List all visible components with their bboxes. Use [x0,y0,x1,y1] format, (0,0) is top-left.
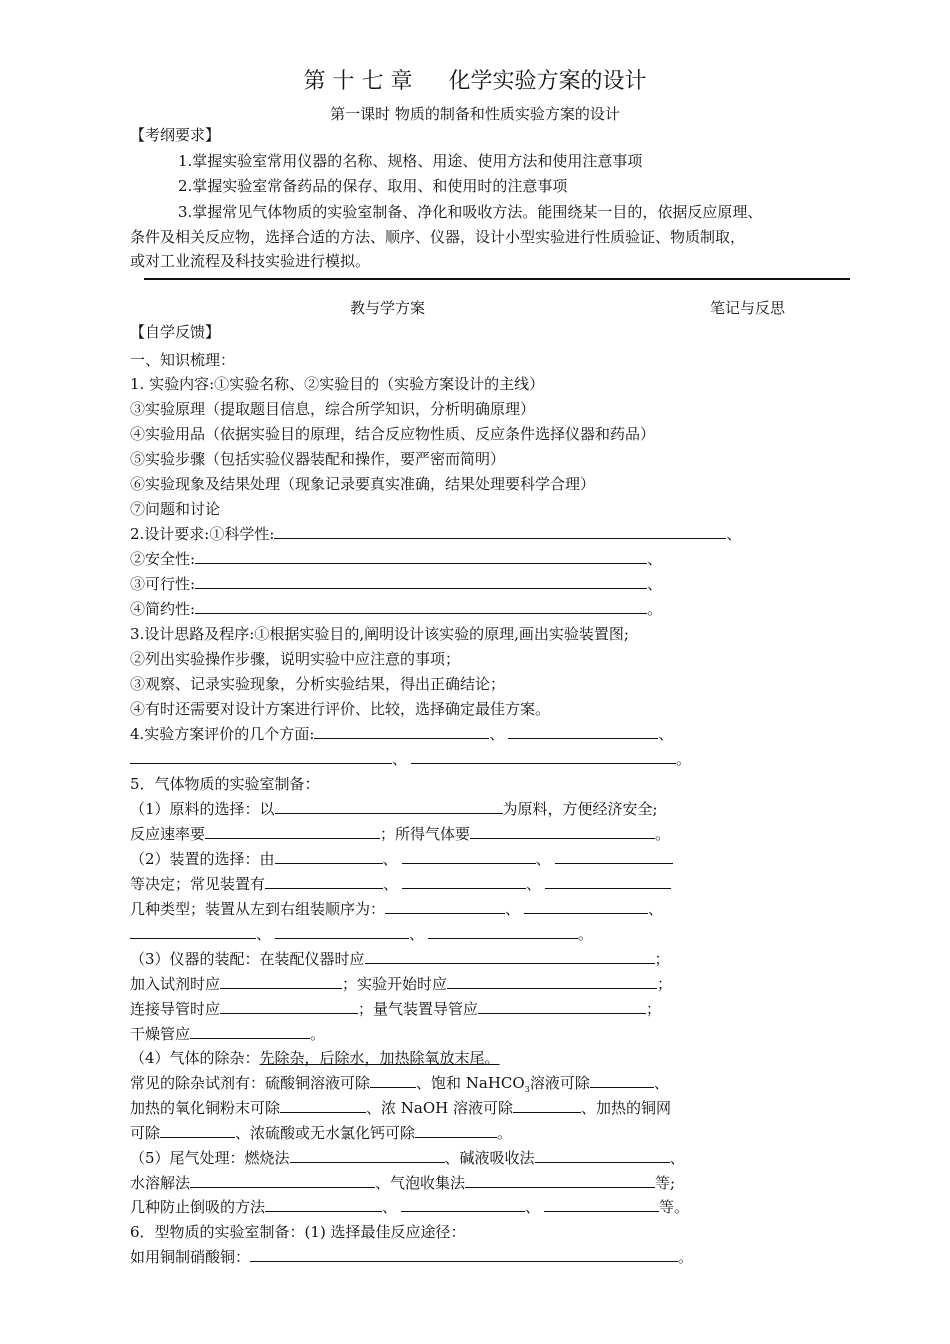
steps-line-2: ②列出实验操作步骤，说明实验中应注意的事项； [130,650,461,668]
design-req-4-label: ④简约性: [130,600,196,618]
anti-backflow: 几种防止倒吸的方法 、 、 等。 [130,1198,690,1216]
content-line-3: ④实验用品（依据实验目的原理，结合反应物性质、反应条件选择仪器和药品） [130,425,656,443]
blank-naoh[interactable] [513,1098,581,1113]
blank-order-1[interactable] [385,899,505,914]
device-choice: （2）装置的选择：由 、 、 [130,849,673,869]
instrument-assembly: （3）仪器的装配：在装配仪器时应 ； [130,950,670,968]
impurity-reagents-1: 常见的除杂试剂有：硫酸铜溶液可除 、饱和 NaHCO$_3$溶液可除 、 [130,1074,669,1094]
blank-drying-tube[interactable] [190,1024,310,1039]
content-line-4: ⑤实验步骤（包括实验仪器装配和操作，要严密而简明） [130,450,506,468]
assembly-order-1: 几种类型；装置从左到右组装顺序为： 、 、 [130,900,664,918]
blank-assembly[interactable] [365,949,655,964]
blank-cuo[interactable] [280,1098,366,1113]
gas-prep-heading: 5．气体物质的实验室制备： [130,775,320,793]
copper-nitrate-example: 如用铜制硝酸铜： 。 [130,1248,694,1266]
content-line-6: ⑦问题和讨论 [130,500,221,518]
column-heading-right: 笔记与反思 [710,299,786,317]
blank-eval-2[interactable] [508,724,658,739]
column-heading-left: 教与学方案 [350,299,426,317]
kaogang-item-3-cont-1: 条件及相关反应物，选择合适的方法、顺序、仪器，设计小型实验进行性质验证、物质制取， [130,228,746,246]
design-req-4: ④简约性: 。 [130,600,663,618]
tube-connection: 连接导管时应 ；量气装置导管应 ； [130,1000,662,1018]
blank-safety[interactable] [195,549,647,564]
divider-rule [144,278,850,280]
zixue-heading: 【自学反馈】 [130,323,221,341]
page-title [0,68,950,96]
design-req-1: 2.设计要求:①科学性: 、 [130,525,742,543]
design-req-2-label: ②安全性: [130,550,196,568]
reagent-start: 加入试剂时应 ；实验开始时应 ； [130,975,673,993]
blank-eval-3[interactable] [130,749,392,764]
blank-order-5[interactable] [428,924,578,939]
blank-feasibility[interactable] [195,574,647,589]
blank-raw-material[interactable] [275,799,503,814]
blank-science[interactable] [274,524,726,539]
steps-line-4: ④有时还需要对设计方案进行评价、比较，选择确定最佳方案。 [130,700,551,718]
blank-gas-quality[interactable] [470,824,655,839]
blank-bubble-collect[interactable] [465,1173,655,1188]
blank-order-2[interactable] [524,899,648,914]
impurity-rule: 先除杂，后除水，加热除氧放末尾。 [259,1049,500,1067]
blank-cuso4[interactable] [370,1073,416,1088]
evaluation-label: 4.实验方案评价的几个方面: [130,725,315,743]
assembly-order-2: 、 、 。 [130,924,593,944]
tail-gas-2: 水溶解法 、气泡收集法 等; [130,1174,676,1192]
device-types: 等决定；常见装置有 、 、 [130,874,671,894]
kaogang-heading: 【考纲要求】 [130,126,221,144]
blank-reaction-rate[interactable] [205,824,380,839]
kaogang-item-2: 2.掌握实验室常备药品的保存、取用、和使用时的注意事项 [178,177,568,195]
design-req-2: ②安全性: 、 [130,550,663,568]
content-line-1: 1. 实验内容:①实验名称、②实验目的（实验方案设计的主线） [130,375,545,393]
chapter-title: 化学实验方案的设计 [448,69,647,94]
material-prep-heading: 6．型物质的实验室制备：(1) 选择最佳反应途径： [130,1223,466,1241]
impurity-reagents-2: 加热的氧化铜粉末可除 、浓 NaOH 溶液可除 、加热的铜网 [130,1099,672,1117]
evaluation-line-1: 4.实验方案评价的几个方面: 、 、 [130,725,674,743]
blank-copper-nitrate[interactable] [250,1247,678,1262]
content-line-2: ③实验原理（提取题目信息，综合所学知识，分析明确原理） [130,400,536,418]
lesson-subtitle: 第一课时 物质的制备和性质实验方案的设计 [330,105,620,123]
gas-raw-material: （1）原料的选择：以 为原料，方便经济安全; [130,800,658,818]
blank-anti-backflow-3[interactable] [544,1197,659,1212]
blank-cu-mesh[interactable] [160,1123,235,1138]
evaluation-line-2: 、 。 [130,749,691,769]
blank-device-type-1[interactable] [265,874,383,889]
blank-eval-4[interactable] [411,749,676,764]
drying-tube: 干燥管应 。 [130,1025,326,1043]
blank-connect-tube[interactable] [220,999,358,1014]
kaogang-item-3: 3.掌握常见气体物质的实验室制备、净化和吸收方法。能围绕某一目的，依据反应原理、 [178,203,763,221]
blank-simplicity[interactable] [195,599,647,614]
gas-rate: 反应速率要 ；所得气体要 。 [130,825,671,843]
blank-eval-1[interactable] [314,724,489,739]
kaogang-item-1: 1.掌握实验室常用仪器的名称、规格、用途、使用方法和使用注意事项 [178,152,643,170]
blank-device-factor-2[interactable] [402,849,536,864]
tail-gas-1: （5）尾气处理：燃烧法 、碱液吸收法 、 [130,1149,685,1167]
blank-experiment-start[interactable] [447,974,657,989]
blank-combustion[interactable] [290,1148,445,1163]
blank-h2so4[interactable] [415,1123,497,1138]
blank-add-reagent[interactable] [220,974,342,989]
blank-order-4[interactable] [275,924,409,939]
steps-line-3: ③观察、记录实验现象，分析实验结果，得出正确结论； [130,675,506,693]
blank-anti-backflow-1[interactable] [265,1197,382,1212]
design-req-3: ③可行性: 、 [130,575,663,593]
blank-alkali-absorb[interactable] [535,1148,670,1163]
blank-device-factor-1[interactable] [275,849,383,864]
kaogang-item-3-cont-2: 或对工业流程及科技实验进行模拟。 [130,252,371,270]
blank-device-factor-3[interactable] [555,849,673,864]
blank-device-type-3[interactable] [545,874,671,889]
blank-anti-backflow-2[interactable] [401,1197,525,1212]
blank-gas-measure-tube[interactable] [478,999,646,1014]
design-req-1-label: 2.设计要求:①科学性: [130,525,275,543]
blank-device-type-2[interactable] [402,874,526,889]
content-line-5: ⑥实验现象及结果处理（现象记录要真实准确，结果处理要科学合理） [130,475,596,493]
steps-line-1: 3.设计思路及程序:①根据实验目的,阐明设计该实验的原理,画出实验装置图; [130,625,629,643]
impurity-removal: （4）气体的除杂：先除杂，后除水，加热除氧放末尾。 [130,1049,500,1067]
design-req-3-label: ③可行性: [130,575,196,593]
section-knowledge: 一、知识梳理： [130,351,236,369]
impurity-reagents-3: 可除 、浓硫酸或无水氯化钙可除 。 [130,1124,513,1142]
blank-nahco3[interactable] [590,1073,654,1088]
chapter-number: 第 十 七 章 [303,69,413,94]
blank-water-dissolve[interactable] [190,1173,375,1188]
blank-order-3[interactable] [130,924,256,939]
